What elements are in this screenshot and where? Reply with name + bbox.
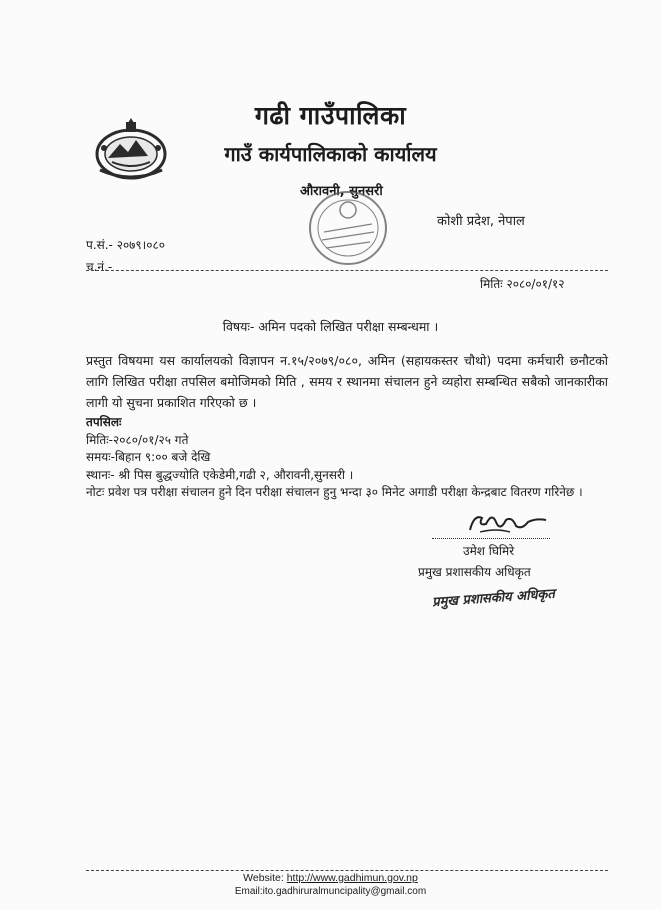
footer-divider bbox=[86, 870, 608, 871]
dispatch-number: च.नं.- bbox=[86, 260, 113, 274]
province-label: कोशी प्रदेश, नेपाल bbox=[437, 214, 525, 229]
website-label: Website: bbox=[243, 872, 287, 884]
exam-date: मितिः-२०८०/०१/२५ गते bbox=[86, 432, 189, 447]
footer-email[interactable]: Email:ito.gadhiruralmuncipality@gmail.com bbox=[234, 886, 427, 897]
signature-icon bbox=[466, 508, 550, 538]
details-heading: तपसिलः bbox=[86, 415, 122, 429]
exam-time: समयः-बिहान ९:०० बजे देखि bbox=[86, 450, 211, 465]
exam-note: नोटः प्रवेश पत्र परीक्षा संचालन हुने दिन परीक्षा संचालन हुनु भन्दा ३० मिनेट अगाडी परीक्षा केन्द्रबाट वितरण गरिनेछ । bbox=[86, 485, 583, 500]
signature-line bbox=[432, 538, 550, 539]
exam-place: स्थानः- श्री पिस बुद्धज्योति एकेडेमी,गढी २, औरावनी,सुनसरी । bbox=[86, 467, 354, 482]
office-stamp-icon bbox=[306, 188, 390, 268]
letter-subject: विषयः- अमिन पदको लिखित परीक्षा सम्बन्धमा । bbox=[222, 319, 439, 334]
footer-website bbox=[0, 872, 661, 884]
office-title: गाउँ कार्यपालिकाको कार्यालय bbox=[224, 142, 437, 166]
designation-stamp: प्रमुख प्रशासकीय अधिकृत bbox=[431, 586, 556, 611]
reference-number: प.सं.- २०७९।०८० bbox=[86, 238, 165, 252]
header-divider bbox=[86, 270, 608, 271]
signatory-title: प्रमुख प्रशासकीय अधिकृत bbox=[418, 565, 531, 579]
office-location: औरावनी, सुनसरी bbox=[300, 184, 383, 199]
letter-date: मितिः २०८०/०१/१२ bbox=[480, 277, 565, 291]
municipality-title: गढी गाउँपालिका bbox=[254, 101, 407, 130]
signatory-name: उमेश घिमिरे bbox=[463, 544, 515, 558]
details-block bbox=[86, 414, 606, 502]
website-link[interactable]: http://www.gadhimun.gov.np bbox=[286, 872, 418, 884]
notice-body: प्रस्तुत विषयमा यस कार्यालयको विज्ञापन न.१५/२०७९/०८०, अमिन (सहायकस्तर चौथो) पदमा कर्मचारी छनौटको लागि लिखित परीक्षा तपसिल बमोजिमको मिति , समय र स्थानमा संचालन हुने व्यहोरा सम्बन्धित सबैको जानकारीका लागी यो सुचना प्रकाशित गरिएको छ । bbox=[86, 353, 608, 410]
